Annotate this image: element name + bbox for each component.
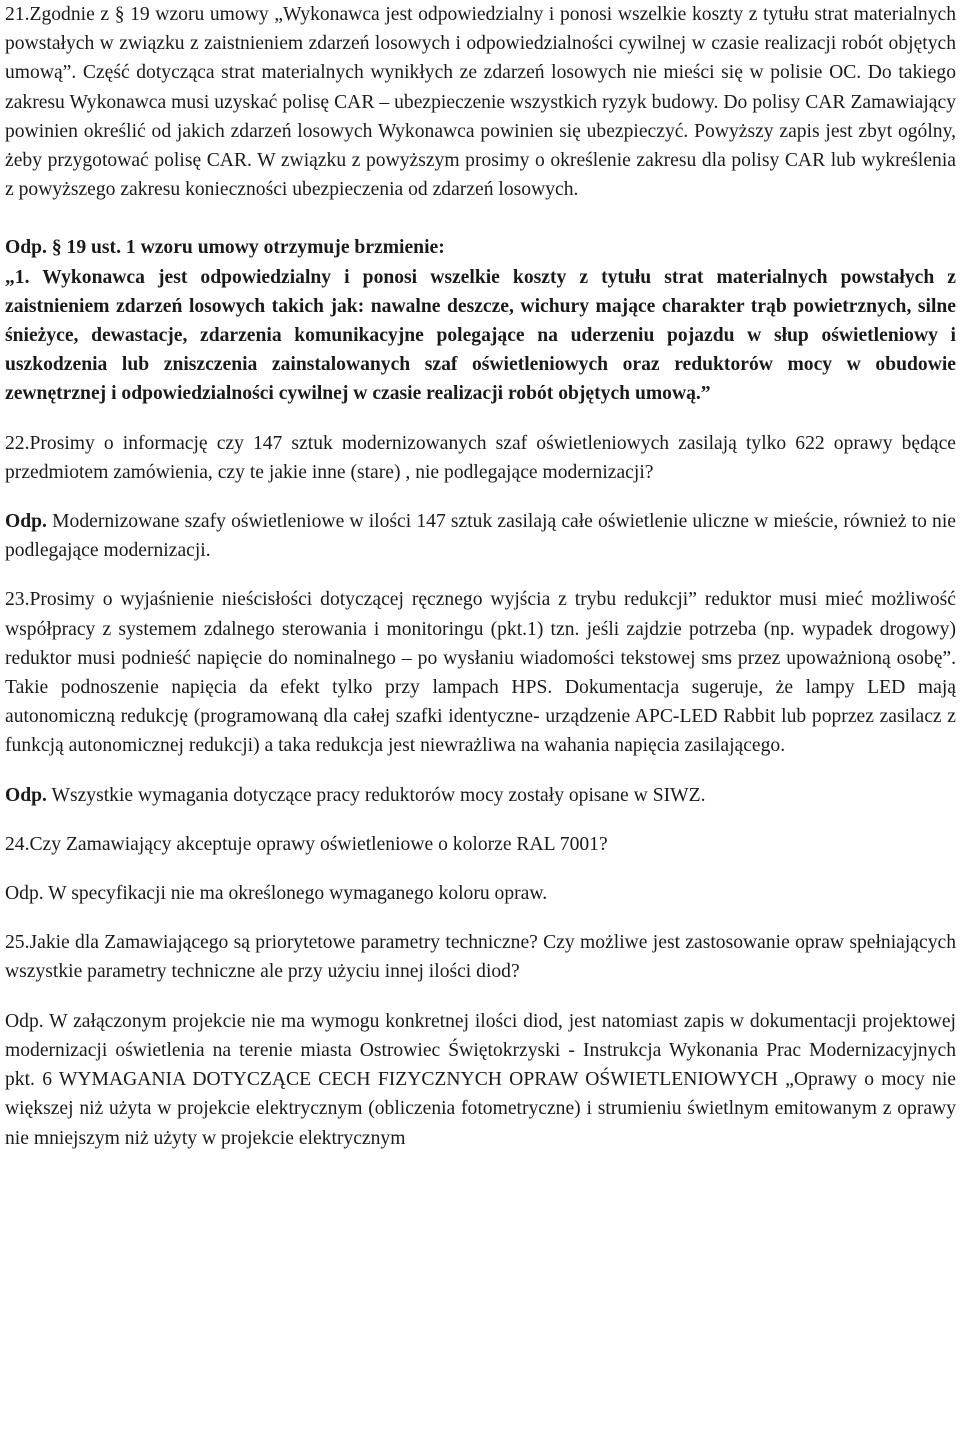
spacer [5,761,956,781]
spacer [5,987,956,1007]
answer-21-heading [5,233,956,262]
answer-label: Odp. [5,511,47,533]
question-25: 25.Jakie dla Zamawiającego są priorytetowe parametry techniczne? Czy możliwe jest zastosowanie opraw spełniających wszystkie parametry techniczne ale przy użyciu innej ilości diod? [5,932,956,983]
answer-21-body: „1. Wykonawca jest odpowiedzialny i ponosi wszelkie koszty z tytułu strat materialnych powstałych z zaistnieniem zdarzeń losowych takich jak: nawalne deszcze, wichury mające charakter trąb powietrznych, silne śnieżyce, dewastacje, zdarzenia komunikacyjne polegające na uderzeniu pojazdu w słup oświetleniowy i uszkodzenia lub zniszczenia zainstalowanych szaf oświetleniowych oraz reduktorów mocy w obudowie zewnętrznej i odpowiedzialności cywilnej w czasie realizacji robót objętych umową.” [5,266,956,405]
question-21: 21.Zgodnie z § 19 wzoru umowy „Wykonawca jest odpowiedzialny i ponosi wszelkie koszty z tytułu strat materialnych powstałych w związku z zaistnieniem zdarzeń losowych i odpowiedzialności cywilnej w czasie realizacji robót objętych umową”. Część dotycząca strat materialnych wynikłych ze zdarzeń losowych nie mieści się w polisie OC. Do takiego zakresu Wykonawca musi uzyskać polisę CAR – ubezpieczenie wszystkich ryzyk budowy. Do polisy CAR Zamawiający powinien określić od jakich zdarzeń losowych Wykonawca powinien się ubezpieczyć. Powyższy zapis jest zbyt ogólny, żeby przygotować polisę CAR. W związku z powyższym prosimy o określenie zakresu dla polisy CAR lub wykreślenia z powyższego zakresu konieczności ubezpieczenia od zdarzeń losowych. [5,4,956,201]
spacer [5,487,956,507]
answer-25: Odp. W załączonym projekcie nie ma wymogu konkretnej ilości diod, jest natomiast zapis w dokumentacji projektowej modernizacji oświetlenia na terenie miasta Ostrowiec Świętokrzyski - Instrukcja Wykonania Prac Modernizacyjnych pkt. 6 WYMAGANIA DOTYCZĄCE CECH FIZYCZNYCH OPRAW OŚWIETLENIOWYCH „Oprawy o mocy nie większej niż użyta w projekcie elektrycznym (obliczenia fotometryczne) i strumieniu świetlnym emitowanym z oprawy nie mniejszym niż użyty w projekcie elektrycznym [5,1010,956,1149]
spacer [5,908,956,928]
spacer [5,204,956,233]
answer-22 [5,507,956,565]
answer-heading-text: § 19 ust. 1 wzoru umowy otrzymuje brzmienie: [51,237,445,259]
answer-23 [5,781,956,810]
spacer [5,565,956,585]
question-24: 24.Czy Zamawiający akceptuje oprawy oświetleniowe o kolorze RAL 7001? [5,833,608,855]
answer-label: Odp. [5,784,47,806]
answer-24: Odp. W specyfikacji nie ma określonego wymaganego koloru opraw. [5,883,548,905]
spacer [5,810,956,830]
spacer [5,409,956,429]
answer-label: Odp. [5,237,47,259]
question-23: 23.Prosimy o wyjaśnienie nieścisłości dotyczącej ręcznego wyjścia z trybu redukcji” reduktor musi mieć możliwość współpracy z systemem zdalnego sterowania i monitoringu (pkt.1) tzn. jeśli zajdzie potrzeba (np. wypadek drogowy) reduktor musi podnieść napięcie do nominalnego – po wysłaniu wiadomości tekstowej sms przez upoważnioną osobę”. Takie podnoszenie napięcia da efekt tylko przy lampach HPS. Dokumentacja sugeruje, że lampy LED mają autonomiczną redukcję (programowaną dla całej szafki identyczne- urządzenie APC-LED Rabbit lub poprzez zasilacz z funkcją autonomicznej redukcji) a taka redukcja jest niewrażliwa na wahania napięcia zasilającego. [5,589,956,757]
answer-text: Modernizowane szafy oświetleniowe w ilości 147 sztuk zasilają całe oświetlenie uliczne w mieście, również to nie podlegające modernizacji. [5,511,956,562]
answer-text: Wszystkie wymagania dotyczące pracy reduktorów mocy zostały opisane w SIWZ. [46,784,706,806]
spacer [5,859,956,879]
question-22: 22.Prosimy o informację czy 147 sztuk modernizowanych szaf oświetleniowych zasilają tylko 622 oprawy będące przedmiotem zamówienia, czy te jakie inne (stare) , nie podlegające modernizacji? [5,432,956,483]
